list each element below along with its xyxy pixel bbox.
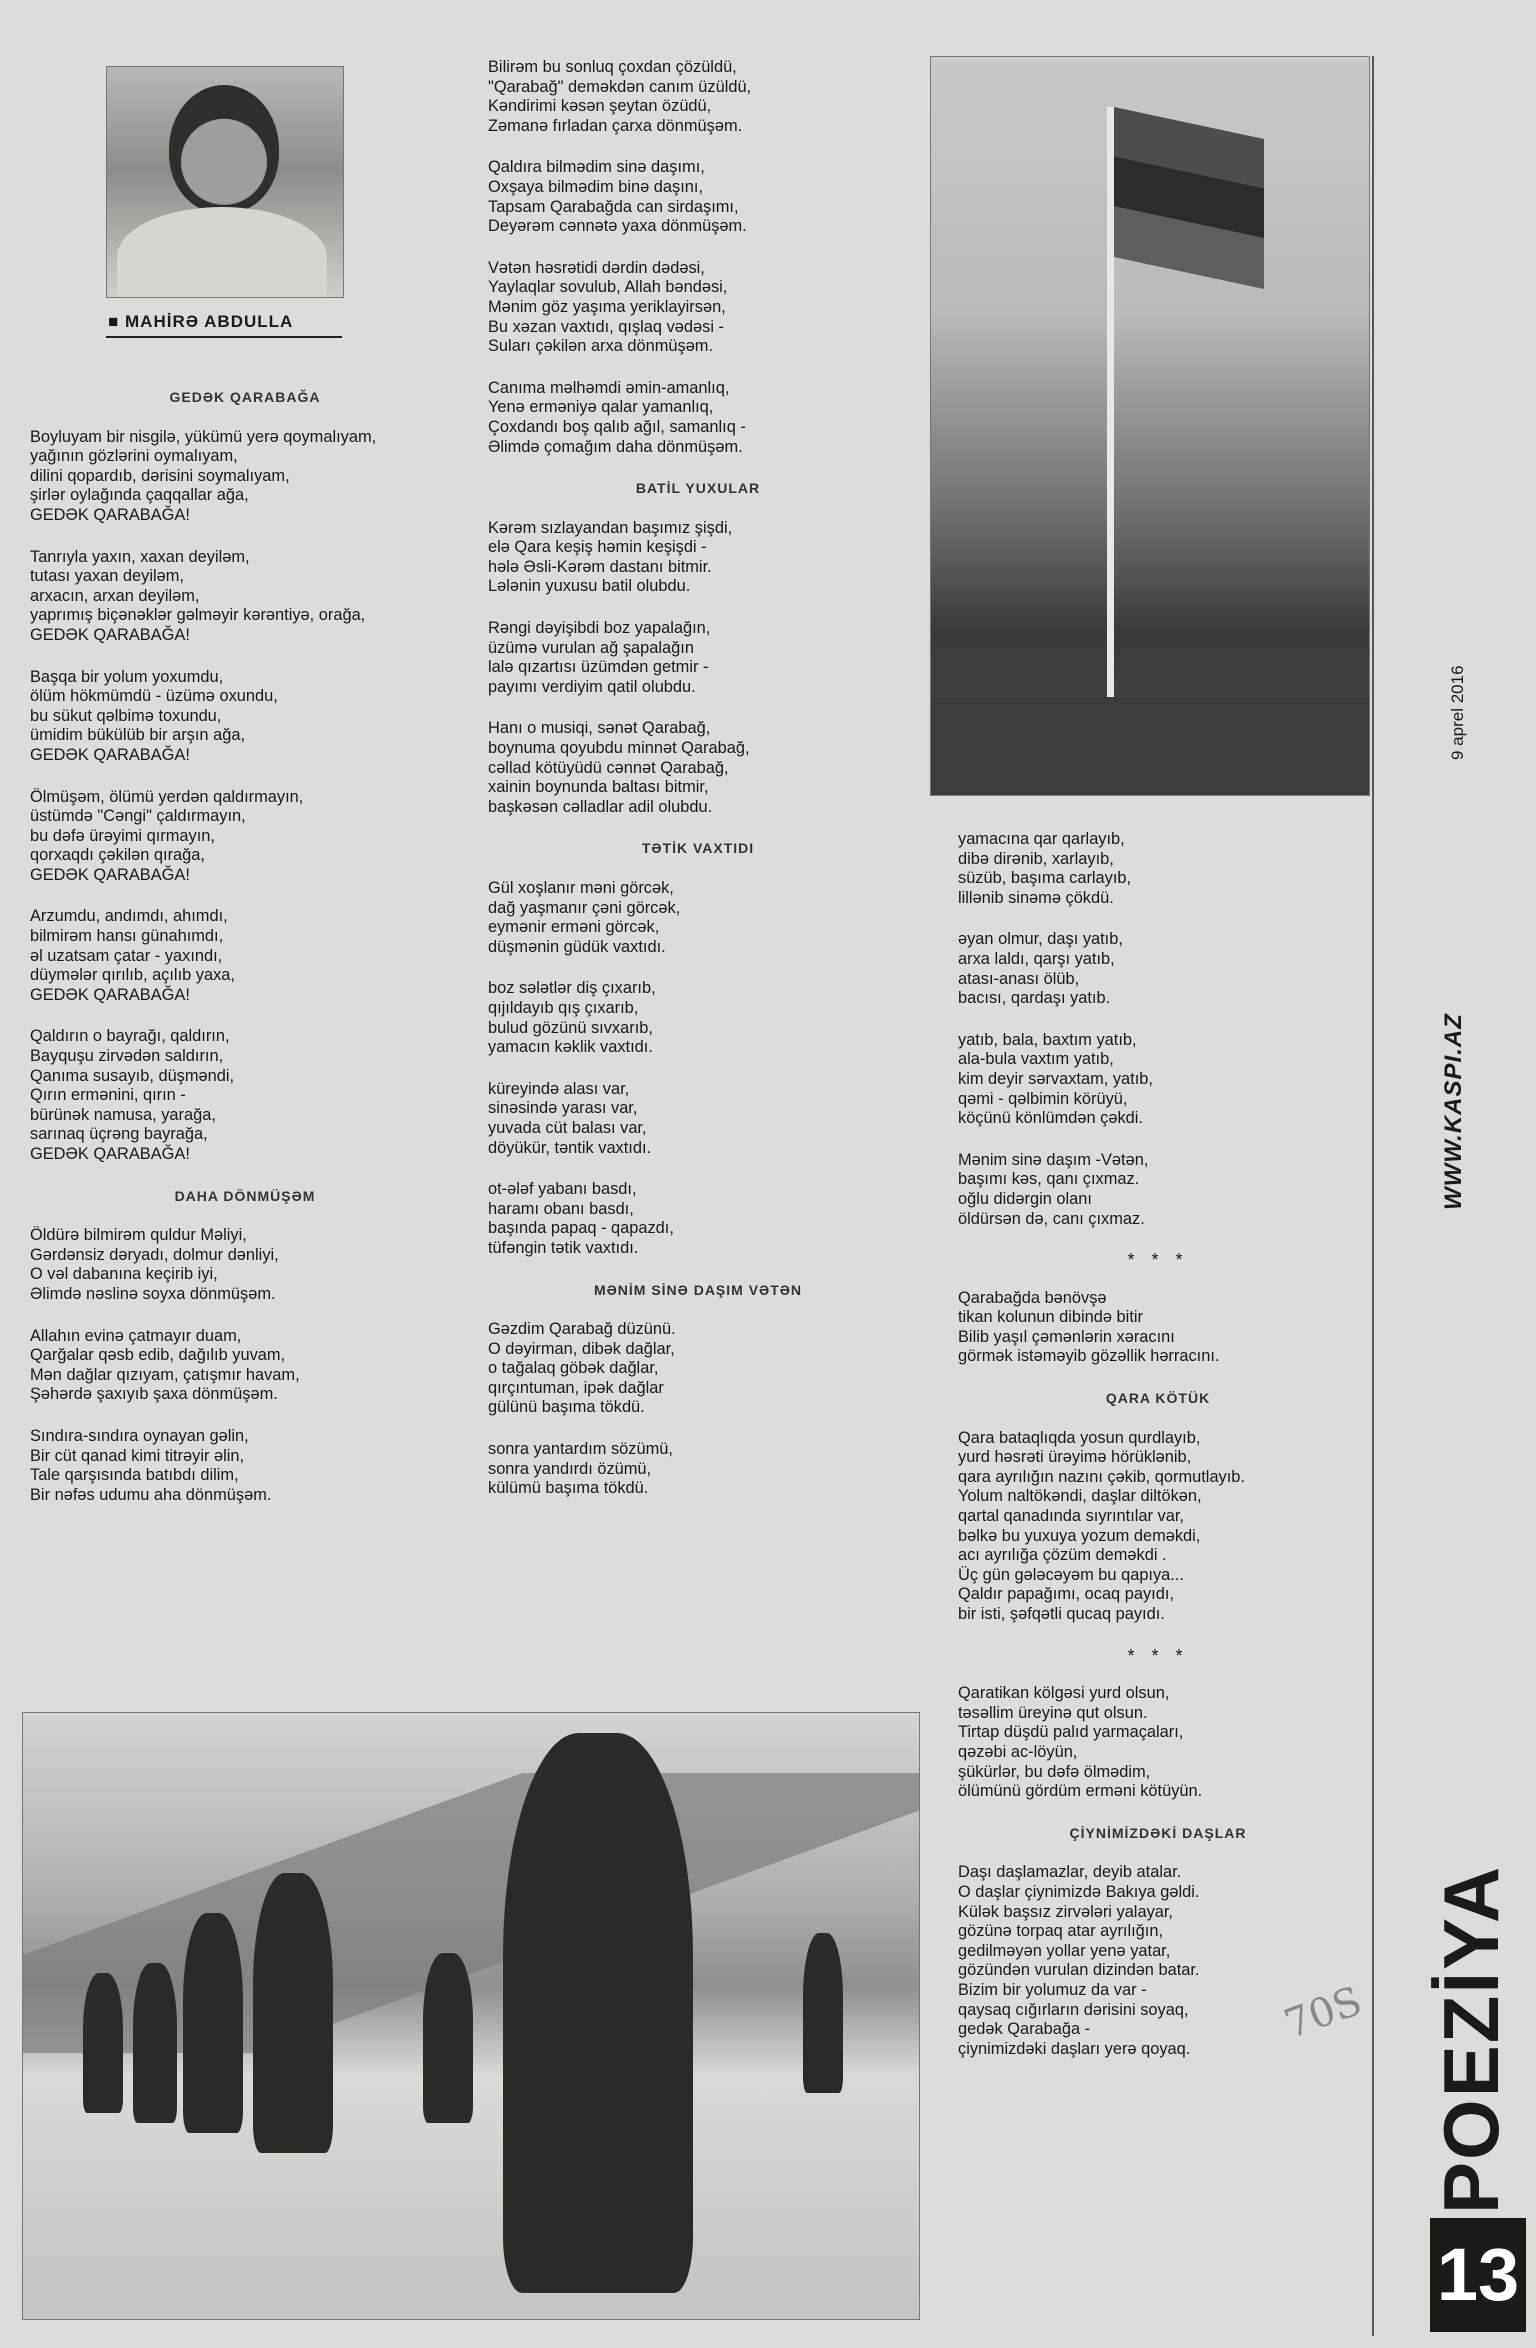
stanza: Boyluyam bir nisgilə, yükümü yerə qoymalıyam, yağının gözlərini oymalıyam, dilini qopardıb, dərisini soymalıyam, şirlər oylağında çaqqallar ağa, GEDƏK QARABAĞA! xyxy=(30,427,377,524)
poem-title: TƏTİK VAXTIDI xyxy=(641,840,755,857)
portrait-head xyxy=(169,85,279,213)
poem-title: ÇİYNİMİZDƏKİ DAŞLAR xyxy=(1069,1824,1247,1841)
issue-date: 9 aprel 2016 xyxy=(1448,665,1467,760)
stanza: yamacına qar qarlayıb, dibə dirənib, xarlayıb, süzüb, başıma carlayıb, lillənib sinəmə çökdü. xyxy=(958,830,1132,907)
stanza: Gəzdim Qarabağ düzünü. O dəyirman, dibək dağlar, o tağalaq göbək dağlar, qırçıntuman, ipək dağlar gülünü başıma tökdü. xyxy=(488,1320,676,1417)
poem-title: QARA KÖTÜK xyxy=(1105,1390,1211,1407)
soldier-figure xyxy=(83,1973,123,2113)
stanza: Başqa bir yolum yoxumdu, ölüm hökmümdü - üzümə oxundu, bu sükut qəlbimə toxundu, ümidim bükülüb bir arşın ağa, GEDƏK QARABAĞA! xyxy=(30,667,278,764)
poem-title: GEDƏK QARABAĞA xyxy=(169,389,321,405)
stanza: Vətən həsrətidi dərdin dədəsi, Yaylaqlar sovulub, Allah bəndəsi, Mənim göz yaşıma yeriklayirsən, Bu xəzan vaxtıdı, qışlaq vədəsi - Suları çəkilən arxa dönmüşəm. xyxy=(488,258,728,356)
soldier-figure xyxy=(803,1933,843,2093)
section-separator: * * * xyxy=(1127,1250,1189,1271)
stanza: Bilirəm bu sonluq çoxdan çözüldü, "Qarabağ" deməkdən canım üzüldü, Kəndirimi kəsən şeytan özüdü, Zəmanə fırladan çarxa dönmüşəm. xyxy=(488,58,752,135)
author-name: ■ MAHİRƏ ABDULLA xyxy=(108,312,294,331)
portrait-body xyxy=(117,207,327,298)
column-3 xyxy=(958,830,1358,2081)
soldier-figure xyxy=(503,1733,693,2293)
stanza: Gül xoşlanır məni görcək, dağ yaşmanır çəni görcək, eymənir erməni görcək, düşmənin güdük vaxtıdı. xyxy=(488,879,681,956)
flag-photo xyxy=(930,56,1370,796)
stanza: sonra yantardım sözümü, sonra yandırdı özümü, külümü başıma tökdü. xyxy=(488,1440,673,1498)
stanza: Canıma məlhəmdi əmin-amanlıq, Yenə erməniyə qalar yamanlıq, Çoxdandı boş qalıb ağıl, samanlıq - Əlimdə çomağım daha dönmüşəm. xyxy=(488,378,746,456)
website: WWW.KASPI.AZ xyxy=(1440,1013,1467,1210)
flag-image xyxy=(1114,107,1264,289)
soldier-figure xyxy=(253,1873,333,2153)
flagpole xyxy=(1107,107,1114,747)
stanza: Allahın evinə çatmayır duam, Qarğalar qəsb edib, dağılıb yuvam, Mən dağlar qızıyam, çatışmır havam, Şəhərdə şaxıyıb şaxa dönmüşəm. xyxy=(30,1326,300,1404)
poem-title: DAHA DÖNMÜŞƏM xyxy=(174,1187,316,1204)
stanza: Qaldırın o bayrağı, qaldırın, Bayquşu zirvədən saldırın, Qanıma susayıb, düşməndi, Qırın ermənini, qırın - bürünək namusa, yarağa, sarınaq üçrəng bayrağa, GEDƏK QARABAĞA! xyxy=(30,1027,235,1163)
poem-title: MƏNİM SİNƏ DAŞIM VƏTƏN xyxy=(593,1281,803,1298)
poem-title: BATİL YUXULAR xyxy=(635,480,761,497)
stanza: Qaldıra bilmədim sinə daşımı, Oxşaya bilmədim binə daşını, Tapsam Qarabağda can sirdaşımı, Deyərəm cənnətə yaxa dönmüşəm. xyxy=(488,158,747,236)
stanza: Daşı daşlamazlar, deyib atalar. O daşlar çiynimizdə Bakıya gəldi. Külək başsız zirvələri yalayar, gözünə torpaq atar ayrılığın, gedilməyən yollar yenə yatar, gözündən vurulan dizindən batar. Bizim bir yolumuz da var - qaysaq cığırların dərisini soyaq, gedək Qarabağa - çiynimizdəki daşları yerə qoyaq. xyxy=(958,1863,1200,2058)
stanza: Tanrıyla yaxın, xaxan deyiləm, tutası yaxan deyiləm, arxacın, arxan deyiləm, yaprımış biçənəklər gəlməyir kərəntiyə, orağa, GEDƏK QARABAĞA! xyxy=(30,547,366,644)
stanza: yatıb, bala, baxtım yatıb, ala-bula vaxtım yatıb, kim deyir sərvaxtam, yatıb, qəmi - qəlbimin körüyü, köçünü könlümdən çəkdi. xyxy=(958,1030,1153,1128)
author-name-text: MAHİRƏ ABDULLA xyxy=(125,312,294,331)
stanza: ot-ələf yabanı basdı, haramı obanı basdı, başında papaq - qapazdı, tüfəngin tətik vaxtıdı. xyxy=(488,1180,674,1257)
caption-rule xyxy=(106,336,342,338)
stanza: küreyində alası var, sinəsində yarası var, yuvada cüt balası var, döyükür, təntik vaxtıdı. xyxy=(488,1079,652,1157)
stanza: əyan olmur, daşı yatıb, arxa laldı, qarşı yatıb, atası-anası ölüb, bacısı, qardaşı yatıb. xyxy=(958,930,1123,1008)
soldier-figure xyxy=(423,1953,473,2123)
section-title: POEZİYA xyxy=(1427,1864,1515,2214)
section-separator: * * * xyxy=(1127,1645,1189,1666)
soldiers-photo xyxy=(22,1712,920,2320)
stanza: Kərəm sızlayandan başımız şişdi, elə Qara keşiş həmin keşişdi - hələ Əsli-Kərəm dastanı bitmir. Lələnin yuxusu batil olubdu. xyxy=(488,518,733,596)
stanza: Mənim sinə daşım -Vətən, başımı kəs, qanı çıxmaz. oğlu didərgin olanı öldürsən də, canı çıxmaz. xyxy=(958,1150,1149,1228)
author-portrait xyxy=(106,66,344,298)
stanza: Qarabağda bənövşə tikan kolunun dibində bitir Bilib yaşıl çəmənlərin xəracını görmək istəməyib gözəllik hərracını. xyxy=(958,1288,1220,1366)
soldier-figure xyxy=(133,1963,177,2123)
stanza: Qara bataqlıqda yosun qurdlayıb, yurd həsrəti ürəyimə hörüklənib, qara ayrılığın nazını çəkib, qormutlayıb. Yolum naltökəndi, daşlar diltökən, qartal qanadında sıyrıntılar var, bəlkə bu yuxuya yozum deməkdi, acı ayrılığa çözüm deməkdi . Üç gün gələcəyəm bu qapıya... Qaldır papağımı, ocaq payıdı, bir isti, şəfqətli qucaq payıdı. xyxy=(958,1428,1245,1623)
margin-rule xyxy=(1372,56,1374,2336)
soldier-figure xyxy=(183,1913,243,2133)
stanza: Rəngi dəyişibdi boz yapalağın, üzümə vurulan ağ şapalağın lalə qızartısı üzümdən getmir - payımı verdiyim qatil olubdu. xyxy=(488,619,711,696)
column-2 xyxy=(488,58,908,1521)
column-1 xyxy=(30,382,460,1527)
stanza: Sındıra-sındıra oynayan gəlin, Bir cüt qanad kimi titrəyir əlin, Tale qarşısında batıbdı dilim, Bir nəfəs udumu aha dönmüşəm. xyxy=(30,1426,272,1504)
handwritten-note: 70S xyxy=(1278,1977,1368,2049)
stanza: Qaratikan kölgəsi yurd olsun, təsəllim üreyinə qut olsun. Tirtap düşdü palıd yarmaçaları, qəzəbi ac-löyün, şükürlər, bu dəfə ölmədim, ölümünü gördüm erməni kötüyün. xyxy=(958,1684,1203,1801)
flag-base xyxy=(931,697,1369,795)
page-number: 13 xyxy=(1430,2218,1526,2332)
stanza: boz sələtlər diş çıxarıb, qıjıldayıb qış çıxarıb, bulud gözünü sıvxarıb, yamacın kəklik vaxtıdı. xyxy=(488,979,656,1057)
stanza: Öldürə bilmirəm quldur Məliyi, Gərdənsiz dəryadı, dolmur dənliyi, O vəl dabanına keçirib iyi, Əlimdə nəslinə soyxa dönmüşəm. xyxy=(30,1226,279,1303)
stanza: Ölmüşəm, ölümü yerdən qaldırmayın, üstümdə "Cəngi" çaldırmayın, bu dəfə ürəyimi qırmayın, qorxaqdı çəkilən qırağa, GEDƏK QARABAĞA! xyxy=(30,787,304,884)
stanza: Hanı o musiqi, sənət Qarabağ, boynuma qoyubdu minnət Qarabağ, cəllad kötüyüdü cənnət Qarabağ, xainin boynunda baltası bitmir, başkəsən cəlladlar adil olubdu. xyxy=(488,719,750,816)
stanza: Arzumdu, andımdı, ahımdı, bilmirəm hansı günahımdı, əl uzatsam çatar - yaxındı, düymələr qırılıb, açılıb yaxa, GEDƏK QARABAĞA! xyxy=(30,907,235,1004)
